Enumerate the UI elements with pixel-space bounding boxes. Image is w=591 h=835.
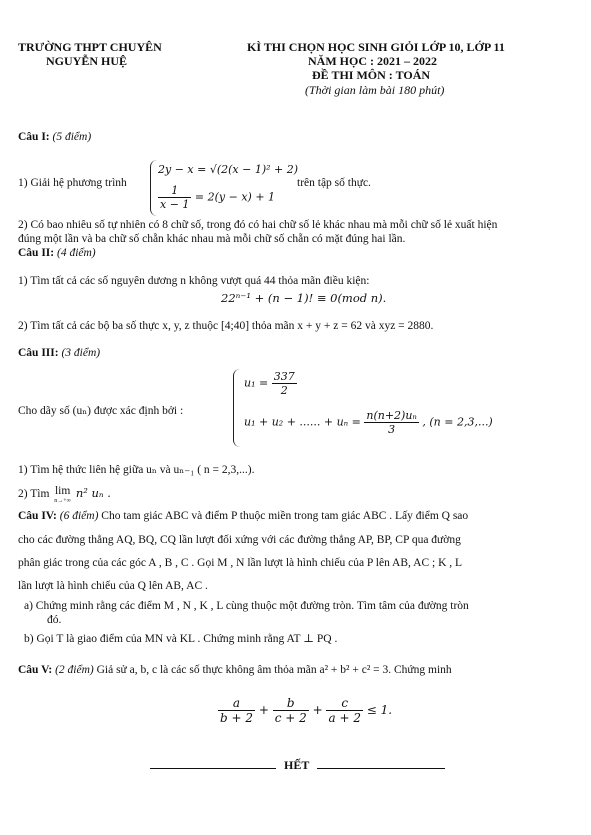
question-title: Câu V:	[18, 664, 53, 676]
fraction: $\frac{c}{a + 2}$	[328, 696, 361, 725]
fraction: $\frac{\text{n(n+2)uₙ}}{3}$	[366, 409, 417, 436]
q3-part1: 1) Tìm hệ thức liên hệ giữa uₙ và uₙ₋₁ ( n = 2,3,...).	[18, 464, 255, 476]
exam-time: (Thời gian làm bài 180 phút)	[305, 83, 445, 97]
exam-title: KÌ THI CHỌN HỌC SINH GIỎI LỚP 10, LỚP 11	[247, 40, 505, 54]
question-points: (5 điểm)	[52, 131, 92, 143]
q3-recurrence: u₁ + u₂ + ...... + uₙ = $\frac{\text{n(n+2)uₙ}}{3}$ , (n = 2,3,...)	[244, 409, 493, 436]
question-points: (3 điểm)	[61, 347, 101, 359]
end-rule-right	[317, 768, 445, 769]
q3-part2: 2) Tìm lim n→+∞ n² uₙ .	[18, 485, 111, 504]
end-marker: HẾT	[284, 758, 310, 772]
q4-line2: cho các đường thẳng AQ, BQ, CQ lần lượt đối xứng với các đường thẳng AP, BP, CP qua đường	[18, 534, 461, 546]
question-1-heading	[18, 131, 91, 143]
q4-line3: phân giác trong của các góc A , B , C . Gọi M , N lần lượt là hình chiếu của P lên AB, AC ; K , L	[18, 557, 463, 569]
q1-part2-line2: đúng một lần và ba chữ số chẵn khác nhau mà mỗi chữ số chẵn có mặt đúng hai lần.	[18, 233, 406, 245]
fraction: $\frac{b}{c + 2}$	[274, 696, 307, 725]
q1-equation-1: 2y − x = √(2(x − 1)² + 2)	[158, 163, 299, 176]
q4-line4: lần lượt là hình chiếu của Q lên AB, AC .	[18, 580, 208, 592]
q3-initial-term: u₁ = $\frac{337}{2}$	[244, 370, 295, 397]
question-2-heading	[18, 247, 96, 259]
q5-inequality: $\frac{a}{b + 2}$ + $\frac{b}{c + 2}$ + $\frac{c}{a + 2}$ ≤ 1.	[220, 696, 393, 725]
fraction: $\frac{a}{b + 2}$	[220, 696, 253, 725]
school-year: NĂM HỌC : 2021 – 2022	[308, 54, 437, 68]
q3-intro: Cho dãy số (uₙ) được xác định bởi :	[18, 405, 184, 417]
limit: lim n→+∞	[54, 485, 71, 504]
q4-part-b: b) Gọi T là giao điểm của MN và KL . Chứng minh rằng AT ⊥ PQ .	[24, 633, 338, 645]
question-5-line: Câu V: (2 điểm) Giả sử a, b, c là các số thực không âm thỏa mãn a² + b² + c² = 3. Chứng minh	[18, 664, 452, 676]
system-brace	[233, 369, 240, 447]
question-title: Câu IV:	[18, 510, 57, 522]
question-title: Câu II:	[18, 247, 55, 259]
q4-part-a-line2: đó.	[47, 614, 62, 626]
fraction: $\frac{337}{2}$	[273, 370, 295, 397]
q1-part1-suffix: trên tập số thực.	[297, 177, 371, 189]
question-points: (2 điểm)	[55, 664, 94, 676]
question-points: (6 điểm)	[59, 510, 99, 522]
question-3-heading	[18, 347, 100, 359]
q1-part2-line1: 2) Có bao nhiêu số tự nhiên có 8 chữ số, trong đó có hai chữ số lẻ khác nhau mà mỗi chữ số lẻ xuất hiện	[18, 219, 498, 231]
fraction: $\frac{1}{x - 1}$	[160, 184, 190, 211]
question-title: Câu III:	[18, 347, 59, 359]
exam-subject: ĐỀ THI MÔN : TOÁN	[312, 68, 431, 82]
question-points: (4 điểm)	[56, 247, 96, 259]
end-rule-left	[150, 768, 276, 769]
school-name: TRƯỜNG THPT CHUYÊN	[18, 40, 162, 54]
question-4-line1: Câu IV: (6 điểm) Cho tam giác ABC và điểm P thuộc miền trong tam giác ABC . Lấy điểm Q sao	[18, 510, 469, 522]
q2-congruence: 22ⁿ⁻¹ + (n − 1)! ≡ 0(mod n).	[221, 291, 387, 305]
q1-part1-prefix: 1) Giải hệ phương trình	[18, 177, 127, 189]
school-name-line2: NGUYỄN HUỆ	[46, 54, 128, 68]
q2-part1: 1) Tìm tất cả các số nguyên dương n không vượt quá 44 thỏa mãn điều kiện:	[18, 275, 370, 287]
question-title: Câu I:	[18, 131, 50, 143]
q4-part-a-line1: a) Chứng minh rằng các điểm M , N , K , L cùng thuộc một đường tròn. Tìm tâm của đường tròn	[24, 600, 469, 612]
system-brace	[150, 160, 157, 216]
q1-equation-2: $\frac{1}{x - 1}$ = 2(y − x) + 1	[160, 184, 276, 211]
q2-part2: 2) Tìm tất cả các bộ ba số thực x, y, z thuộc [4;40] thỏa mãn x + y + z = 62 và xyz = 2880.	[18, 320, 434, 332]
